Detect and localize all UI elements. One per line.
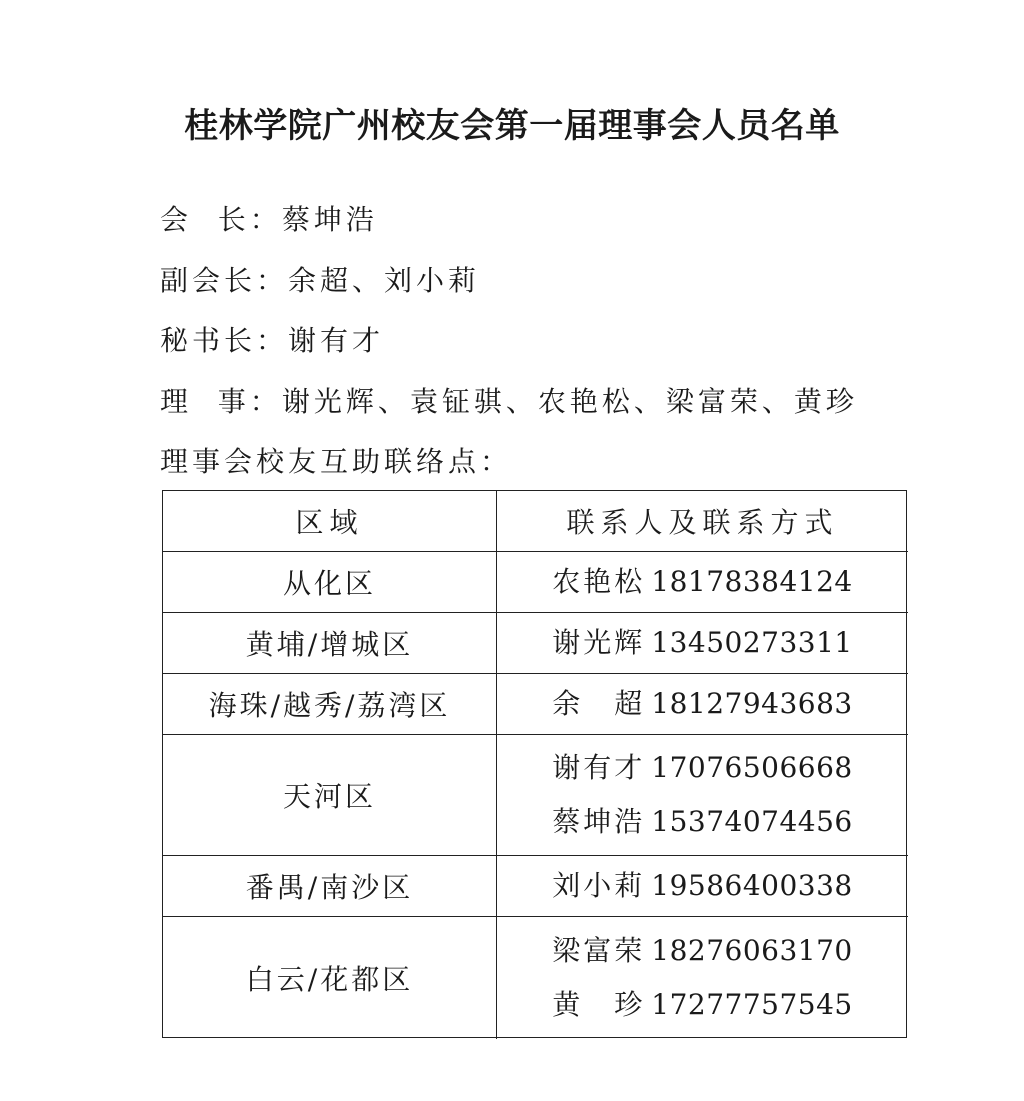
region-cell: 番禺/南沙区 (163, 856, 497, 917)
contact-entry (552, 985, 852, 1025)
contact-phone: 18127943683 (651, 687, 853, 720)
officer-president (160, 194, 858, 255)
region-cell: 黄埔/增城区 (163, 613, 497, 674)
region-cell: 海珠/越秀/荔湾区 (163, 674, 497, 735)
contact-cell (497, 735, 908, 856)
contact-entry (552, 684, 852, 724)
contact-phone: 18178384124 (651, 565, 853, 598)
officer-label: 会 长： (160, 203, 282, 236)
officer-vice-president (160, 255, 858, 316)
officer-secretary-general (160, 315, 858, 376)
contact-name: 余 超 (552, 687, 646, 720)
contact-cell (497, 552, 908, 613)
region-cell: 白云/花都区 (163, 917, 497, 1039)
region-cell: 从化区 (163, 552, 497, 613)
contact-entry (552, 623, 852, 663)
contact-table (162, 490, 907, 1038)
contact-name: 谢光辉 (552, 626, 646, 659)
contact-phone: 13450273311 (651, 626, 853, 659)
officer-label: 理 事： (160, 384, 282, 418)
header-contact: 联系人及联系方式 (497, 491, 908, 552)
officer-directors (160, 376, 858, 437)
contact-phone: 15374074456 (651, 804, 853, 838)
contact-name: 黄 珍 (552, 988, 646, 1021)
contact-entry (552, 802, 852, 842)
contact-name: 蔡坤浩 (552, 804, 646, 838)
officer-value: 谢有才 (288, 324, 385, 357)
document-title: 桂林学院广州校友会第一届理事会人员名单 (184, 106, 840, 146)
table-intro: 理事会校友互助联络点： (160, 445, 513, 478)
contact-cell (497, 856, 908, 917)
contact-entry (552, 931, 852, 971)
contact-name: 谢有才 (552, 751, 646, 785)
officer-list (160, 194, 858, 497)
contact-phone: 17076506668 (651, 751, 853, 785)
contact-name: 刘小莉 (552, 869, 646, 902)
contact-entry (552, 562, 852, 602)
contact-entry (552, 866, 852, 906)
contact-phone: 17277757545 (651, 988, 853, 1021)
header-region: 区域 (163, 491, 497, 552)
contact-entry (552, 748, 852, 788)
contact-cell (497, 674, 908, 735)
contact-phone: 18276063170 (651, 934, 853, 967)
contact-name: 梁富荣 (552, 934, 646, 967)
officer-value: 谢光辉、袁钲骐、农艳松、梁富荣、黄珍 (281, 384, 858, 418)
contact-cell (497, 613, 908, 674)
officer-label: 秘书长： (160, 324, 289, 357)
region-cell: 天河区 (163, 735, 497, 856)
officer-value: 余超、刘小莉 (288, 263, 481, 297)
contact-cell (497, 917, 908, 1039)
contact-name: 农艳松 (552, 565, 646, 598)
officer-label: 副会长： (160, 263, 289, 297)
officer-value: 蔡坤浩 (281, 203, 378, 236)
contact-phone: 19586400338 (651, 869, 853, 902)
